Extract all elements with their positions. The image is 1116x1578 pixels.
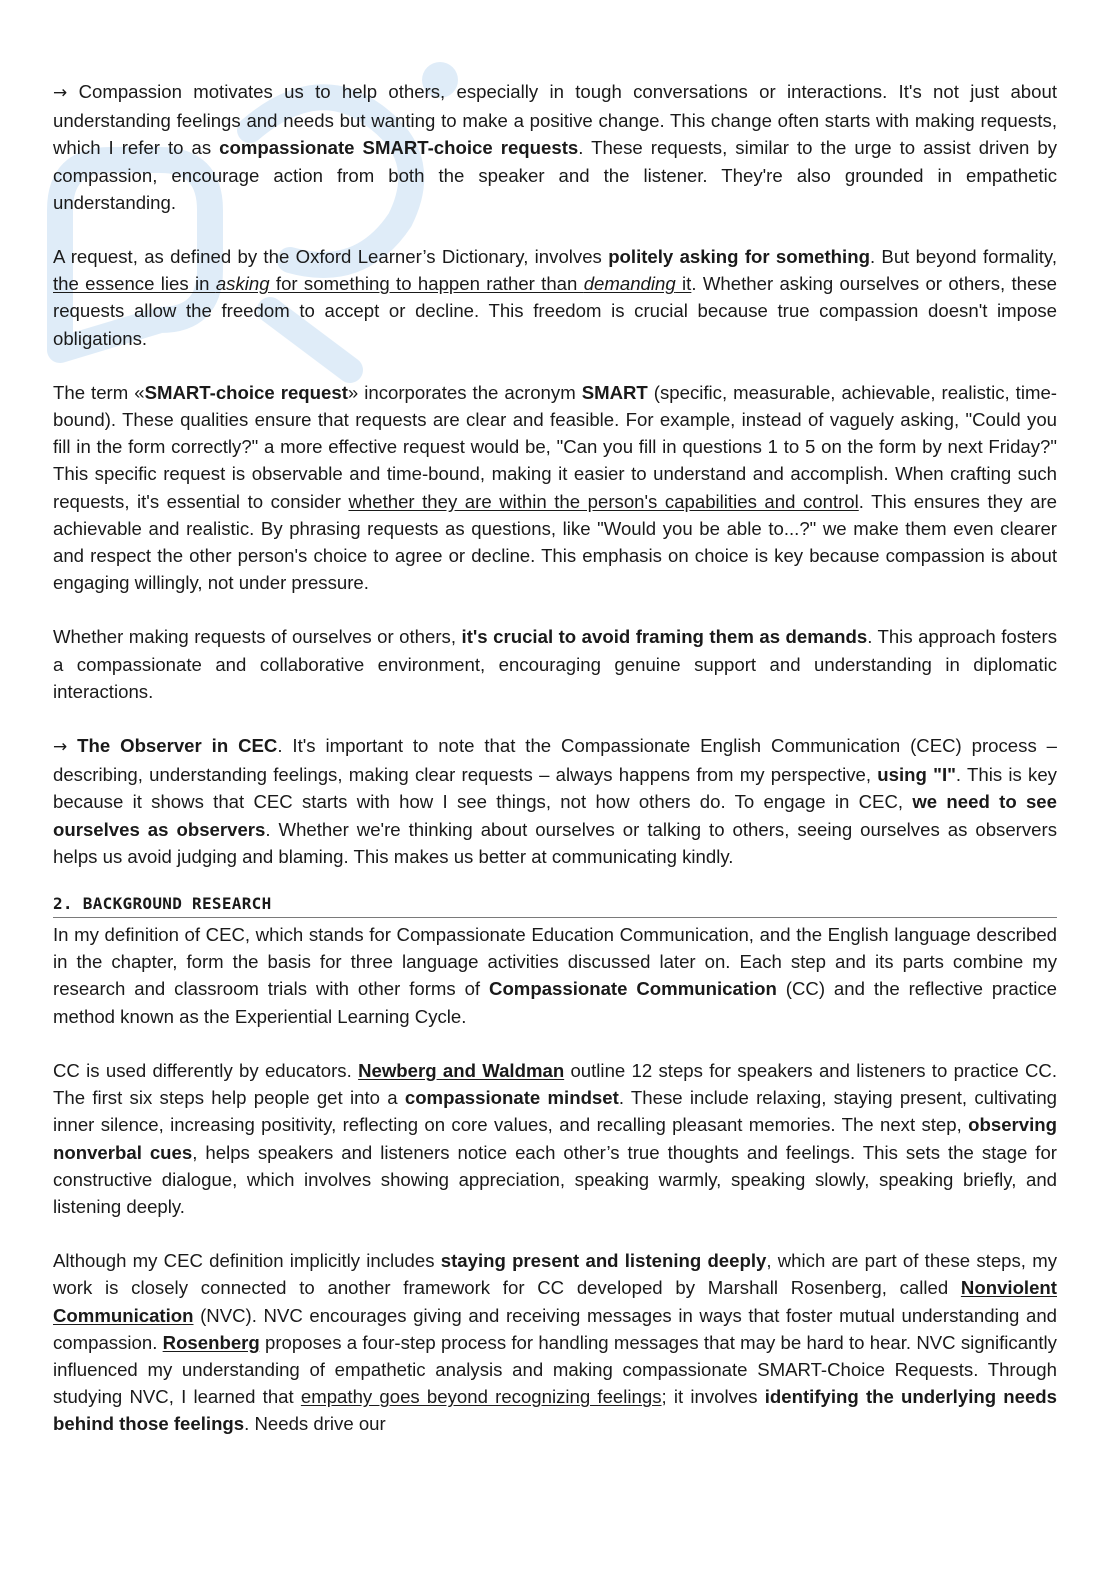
arrow-icon: → xyxy=(53,737,68,758)
paragraph-cec-definition: In my definition of CEC, which stands for Compassionate Education Communication, and the English language described in the chapter, form the basis for three language activities discussed later on. Each step and its parts combine my research and classroom trials with other forms of Compassionate Communication (CC) and the reflective practice method known as the Experiential Learning Cycle. xyxy=(53,924,1058,1027)
paragraph-smart-choice: The term «SMART-choice request» incorporates the acronym SMART (specific, measurable, achievable, realistic, time-bound). These qualities ensure that requests are clear and feasible. For example, instead of vaguely asking, "Could you fill in the form correctly?" a more effective request would be, "Can you fill in questions 1 to 5 on the form by next Friday?" This specific request is observable and time-bound, making it easier to understand and accomplish. When crafting such requests, it's essential to consider whether they are within the person's capabilities and control. This ensures they are achievable and realistic. By phrasing requests as questions, like "Would you be able to...?" we make them even clearer and respect the other person's choice to agree or decline. This emphasis on choice is key because compassion is about engaging willingly, not under pressure. xyxy=(53,381,1058,594)
underlined-phrase: empathy goes beyond recognizing feelings xyxy=(300,1386,662,1408)
paragraph-nvc: Although my CEC definition implicitly includes staying present and listening deeply, which are part of these steps, my work is closely connected to another framework for CC developed by Marshall Rosenberg, called Nonviolent Communication (NVC). NVC encourages giving and receiving messages in ways that foster mutual understanding and compassion. Rosenberg proposes a four-step process for handling messages that may be hard to hear. NVC significantly influenced my understanding of empathetic analysis and making compassionate SMART-Choice Requests. Through studying NVC, I learned that empathy goes beyond recognizing feelings; it involves identifying the underlying needs behind those feelings. Needs drive our xyxy=(53,1250,1058,1435)
underlined-phrase: the essence lies in asking for something to happen rather than demanding it xyxy=(53,273,692,295)
paragraph-newberg-waldman: CC is used differently by educators. Newberg and Waldman outline 12 steps for speakers and listeners to practice CC. The first six steps help people get into a compassionate mindset. These include relaxing, staying present, cultivating inner silence, increasing positivity, reflecting on core values, and recalling pleasant memories. The next step, observing nonverbal cues, helps speakers and listeners notice each other’s true thoughts and feelings. This sets the stage for constructive dialogue, which involves showing appreciation, speaking warmly, speaking slowly, speaking briefly, and listening deeply. xyxy=(53,1059,1058,1217)
reference-newberg-waldman: Newberg and Waldman xyxy=(358,1059,565,1081)
section-heading: 2. BACKGROUND RESEARCH xyxy=(53,893,1057,918)
paragraph-request-definition: A request, as defined by the Oxford Learner’s Dictionary, involves politely asking for something. But beyond formality, the essence lies in asking for something to happen rather than demanding it. Whether asking ourselves or others, these requests allow the freedom to accept or decline. This freedom is crucial because true compassion doesn't impose obligations. xyxy=(53,246,1058,349)
page-content xyxy=(53,78,1057,1438)
paragraph-avoid-demands: Whether making requests of ourselves or others, it's crucial to avoid framing them as demands. This approach fosters a compassionate and collaborative environment, encouraging genuine support and understanding in diplomatic interactions. xyxy=(53,626,1057,702)
reference-rosenberg: Rosenberg xyxy=(162,1331,260,1353)
reference-nonviolent-communication: Nonviolent Communication xyxy=(53,1277,1057,1326)
paragraph-compassion: → Compassion motivates us to help others, especially in tough conversations or interactions. It's not just about understanding feelings and needs but wanting to make a positive change. This change often starts with making requests, which I refer to as compassionate SMART-choice requests. These requests, similar to the urge to assist driven by compassion, encourage action from both the speaker and the listener. They're also grounded in empathetic understanding. xyxy=(53,81,1057,213)
paragraph-observer: → The Observer in CEC. It's important to note that the Compassionate English Communication (CEC) process – describing, understanding feelings, making clear requests – always happens from my perspective, using "I". This is key because it shows that CEC starts with how I see things, not how others do. To engage in CEC, we need to see ourselves as observers. Whether we're thinking about ourselves or talking to others, seeing ourselves as observers helps us avoid judging and blaming. This makes us better at communicating kindly. xyxy=(53,735,1057,867)
arrow-icon: → xyxy=(53,83,68,103)
underlined-phrase: whether they are within the person's capabilities and control xyxy=(348,490,859,512)
